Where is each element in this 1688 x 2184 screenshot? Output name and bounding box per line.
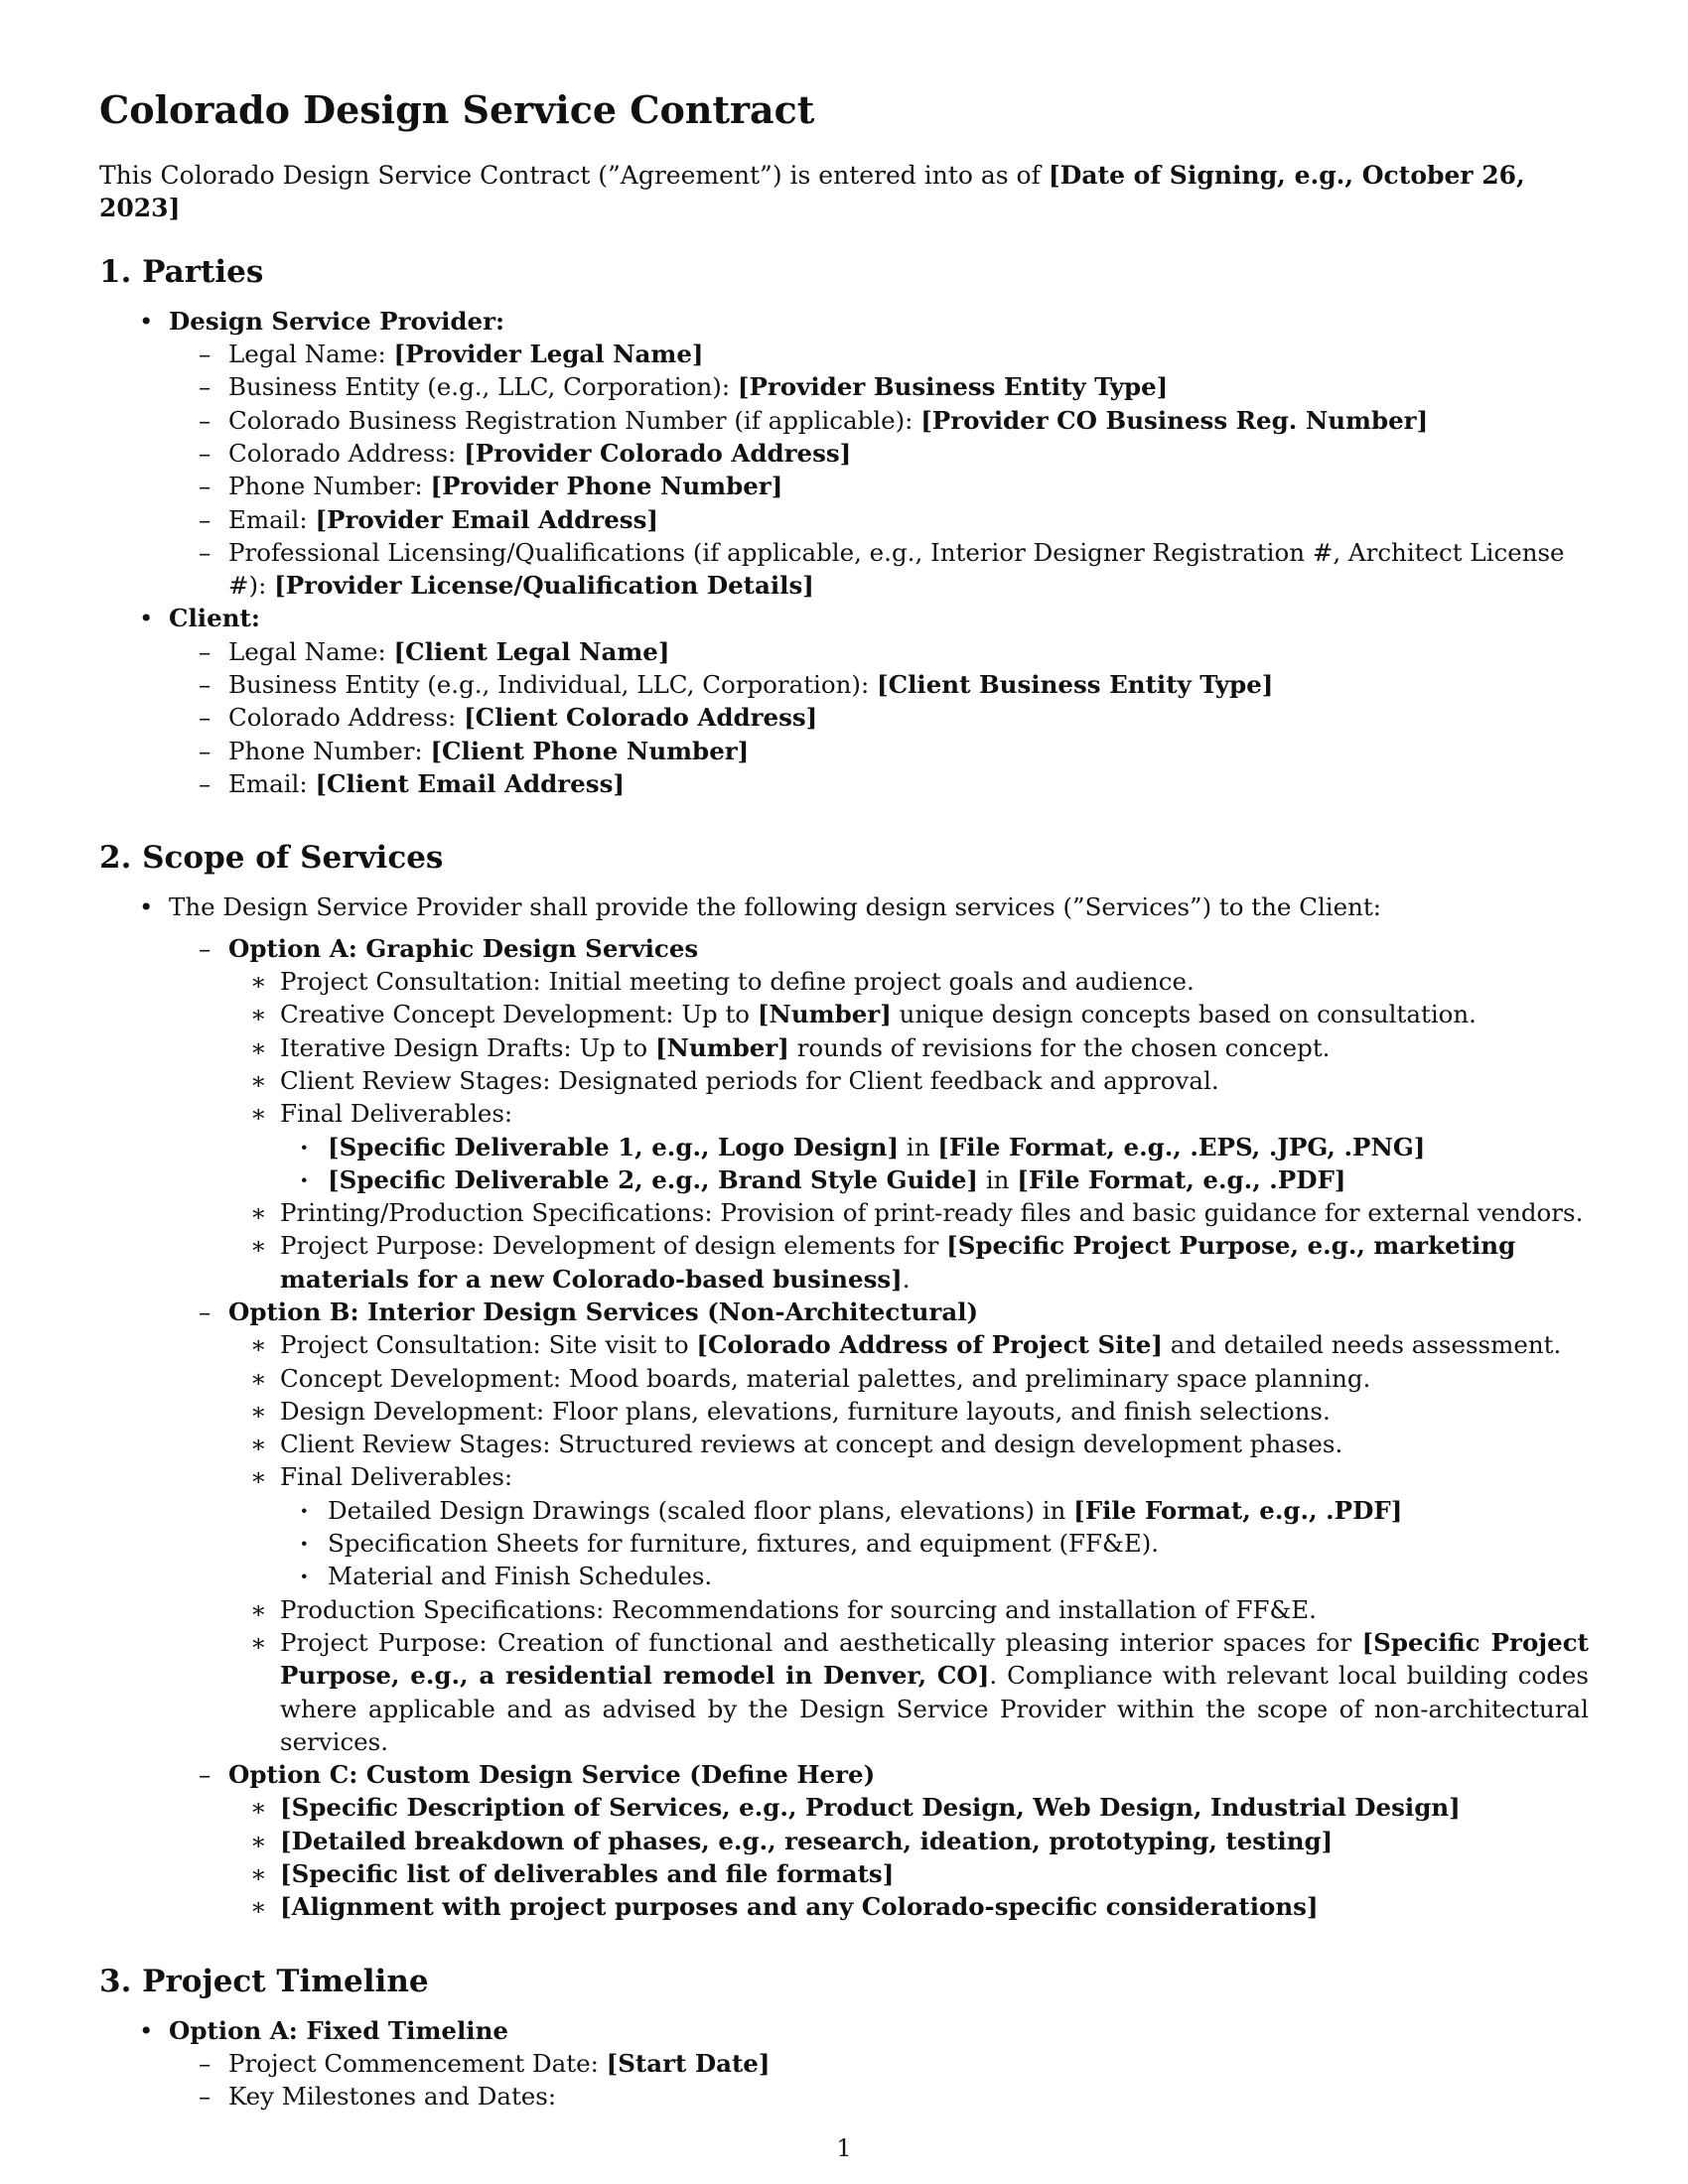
list-item: ∗ Production Specifications: Recommendations for sourcing and installation of FF&E. (228, 1593, 1589, 1626)
list-item: ∗ [Specific Description of Services, e.g., Product Design, Web Design, Industrial Design] (228, 1791, 1589, 1824)
list-item: · Detailed Design Drawings (scaled floor plans, elevations) in [File Format, e.g., .PDF] (280, 1494, 1589, 1527)
list-item: – Colorado Address: [Client Colorado Address] (169, 701, 1589, 734)
client-item (99, 602, 1589, 800)
list-item: – Business Entity (e.g., LLC, Corporation): [Provider Business Entity Type] (169, 370, 1589, 403)
list-item: ∗ [Specific list of deliverables and file formats] (228, 1857, 1589, 1890)
option-a: – Option A: Graphic Design Services ∗ Project Consultation: Initial meeting to define project goals and audience. ∗ Creative Concept Development: Up to [Number] unique design concepts based on consultation. ∗ Iterative Design Drafts: Up to [Number] rounds of revisions for the chosen concept. ∗ Client Review Stages: Designated periods for Client feedback and approval. ∗ Final Deliverables: · [Specific Deliverable 1, e.g., Logo Design] in [File Format, e.g., .EPS, .JPG, .PNG] · [Specific Deliverable 2, e.g., Brand Style Guide] in [File Format, e.g., .PDF] ∗ Printing/Production Specifications: Provision of print-ready files and basic guidance for external vendors. ∗ Project Purpose: Development of design elements for [Specific Project Purpose, e.g., marketing materials for a new Colorado-based business]. (169, 932, 1589, 1296)
option-b: – Option B: Interior Design Services (Non-Architectural) ∗ Project Consultation: Site visit to [Colorado Address of Project Site] and detailed needs assessment. ∗ Concept Development: Mood boards, material palettes, and preliminary space planning. ∗ Design Development: Floor plans, elevations, furniture layouts, and finish selections. ∗ Client Review Stages: Structured reviews at concept and design development phases. ∗ Final Deliverables: · Detailed Design Drawings (scaled floor plans, elevations) in [File Format, e.g., .PDF] · Specification Sheets for furniture, fixtures, and equipment (FF&E). · Material and Finish Schedules. ∗ Production Specifications: Recommendations for sourcing and installation of FF&E. ∗ Project Purpose: Creation of functional and aesthetically pleasing interior spaces for [Specific Project Purpose, e.g., a residential remodel in Denver, CO]. Compliance with relevant local building codes where applicable and as advised by the Design Service Provider within the scope of non-architectural services. (169, 1296, 1589, 1758)
list-item: – Legal Name: [Provider Legal Name] (169, 338, 1589, 370)
list-item: ∗ Creative Concept Development: Up to [Number] unique design concepts based on consultation. (228, 998, 1589, 1030)
list-item: – Business Entity (e.g., Individual, LLC, Corporation): [Client Business Entity Type] (169, 668, 1589, 701)
section-scope-heading: 2. Scope of Services (99, 840, 444, 877)
list-item: ∗ Printing/Production Specifications: Provision of print-ready files and basic guidance for external vendors. (228, 1196, 1589, 1229)
provider-label: Design Service Provider: (169, 306, 505, 336)
section-parties-heading: 1. Parties (99, 253, 264, 290)
section-timeline-heading: 3. Project Timeline (99, 1963, 429, 1999)
option-c: – Option C: Custom Design Service (Define Here) ∗ [Specific Description of Services, e.g., Product Design, Web Design, Industrial Design] ∗ [Detailed breakdown of phases, e.g., research, ideation, prototyping, testing] ∗ [Specific list of deliverables and file formats] ∗ [Alignment with project purposes and any Colorado-specific considerations] (169, 1758, 1589, 1923)
list-item: – Key Milestones and Dates: (169, 2080, 1589, 2113)
list-item: · [Specific Deliverable 2, e.g., Brand Style Guide] in [File Format, e.g., .PDF] (280, 1163, 1589, 1196)
list-item: · [Specific Deliverable 1, e.g., Logo Design] in [File Format, e.g., .EPS, .JPG, .PNG] (280, 1131, 1589, 1163)
list-item: – Phone Number: [Client Phone Number] (169, 735, 1589, 767)
list-item: ∗ Project Consultation: Initial meeting to define project goals and audience. (228, 965, 1589, 998)
list-item: – Email: [Provider Email Address] (169, 503, 1589, 536)
list-item: ∗ Project Purpose: Creation of functional and aesthetically pleasing interior spaces for [Specific Project Purpose, e.g., a residential remodel in Denver, CO]. Compliance with relevant local building codes where applicable and as advised by the Design Service Provider within the scope of non-architectural services. (228, 1626, 1589, 1758)
list-item: · Specification Sheets for furniture, fixtures, and equipment (FF&E). (280, 1527, 1589, 1560)
list-item: – Legal Name: [Client Legal Name] (169, 635, 1589, 668)
list-item: ∗ Client Review Stages: Designated periods for Client feedback and approval. (228, 1064, 1589, 1097)
list-item: – Email: [Client Email Address] (169, 767, 1589, 800)
list-item: – Professional Licensing/Qualifications (if applicable, e.g., Interior Designer Registration #, Architect License #): [Provider License/Qualification Details] (169, 536, 1589, 603)
list-item: ∗ Final Deliverables: · [Specific Deliverable 1, e.g., Logo Design] in [File Format, e.g., .EPS, .JPG, .PNG] · [Specific Deliverable 2, e.g., Brand Style Guide] in [File Format, e.g., .PDF] (228, 1097, 1589, 1196)
list-item: ∗ Iterative Design Drafts: Up to [Number] rounds of revisions for the chosen concept. (228, 1031, 1589, 1064)
list-item: – Project Commencement Date: [Start Date] (169, 2047, 1589, 2080)
scope-lead: • The Design Service Provider shall provide the following design services (”Services”) to the Client: – Option A: Graphic Design Services ∗ Project Consultation: Initial meeting to define project goals and audience. ∗ Creative Concept Development: Up to [Number] unique design concepts based on consultation. ∗ Iterative Design Drafts: Up to [Number] rounds of revisions for the chosen concept. ∗ Client Review Stages: Designated periods for Client feedback and approval. ∗ Final Deliverables: · [Specific Deliverable 1, e.g., Logo Design] in [File Format, e.g., .EPS, .JPG, .PNG] · [Specific Deliverable 2, e.g., Brand Style Guide] in [File Format, e.g., .PDF] ∗ Printing/Production Specifications: Provision of print-ready files and basic guidance for external vendors. ∗ Project Purpose: Development of design elements for [Specific Project Purpose, e.g., marketing materials for a new Colorado-based business]. – Option B: Interior Design Services (Non-Architectural) ∗ Project Consultation: Site visit to [Colorado Address of Project Site] and detailed needs assessment. ∗ Concept Development: Mood boards, material palettes, and preliminary space planning. ∗ Design Development: Floor plans, elevations, furniture layouts, and finish selections. ∗ Client Review Stages: Structured reviews at concept and design development phases. ∗ Final Deliverables: · Detailed Design Drawings (scaled floor plans, elevations) in [File Format, e.g., .PDF] · Specification Sheets for furniture, fixtures, and equipment (FF&E). · Material and Finish Schedules. ∗ Production Specifications: Recommendations for sourcing and installation of FF&E. ∗ Project Purpose: Creation of functional and aesthetically pleasing interior spaces for [Specific Project Purpose, e.g., a residential remodel in Denver, CO]. Compliance with relevant local building codes where applicable and as advised by the Design Service Provider within the scope of non-architectural services. – Option C: Custom Design Service (Define Here) ∗ [Specific Description of Services, e.g., Product Design, Web Design, Industrial Design] ∗ [Detailed breakdown of phases, e.g., research, ideation, prototyping, testing] ∗ [Specific list of deliverables and file formats] ∗ [Alignment with project purposes and any Colorado-specific considerations] (99, 890, 1589, 1923)
scope-list (99, 890, 1589, 1923)
document-page (99, 87, 1589, 2114)
list-item: ∗ [Alignment with project purposes and any Colorado-specific considerations] (228, 1890, 1589, 1923)
client-label: Client: (169, 604, 260, 633)
provider-item (99, 305, 1589, 603)
list-item: ∗ [Detailed breakdown of phases, e.g., research, ideation, prototyping, testing] (228, 1825, 1589, 1857)
list-item: ∗ Project Purpose: Development of design elements for [Specific Project Purpose, e.g., marketing materials for a new Colorado-based business]. (228, 1229, 1589, 1296)
list-item: ∗ Design Development: Floor plans, elevations, furniture layouts, and finish selections. (228, 1395, 1589, 1428)
list-item: – Colorado Address: [Provider Colorado Address] (169, 437, 1589, 470)
list-item: · Material and Finish Schedules. (280, 1560, 1589, 1592)
document-title: Colorado Design Service Contract (99, 87, 815, 132)
list-item: ∗ Final Deliverables: · Detailed Design Drawings (scaled floor plans, elevations) in [File Format, e.g., .PDF] · Specification Sheets for furniture, fixtures, and equipment (FF&E). · Material and Finish Schedules. (228, 1460, 1589, 1592)
list-item: ∗ Concept Development: Mood boards, material palettes, and preliminary space planning. (228, 1362, 1589, 1395)
list-item: – Phone Number: [Provider Phone Number] (169, 470, 1589, 502)
parties-list (99, 305, 1589, 800)
timeline-option-a: • Option A: Fixed Timeline – Project Commencement Date: [Start Date] – Key Milestones and Dates: (99, 2014, 1589, 2114)
intro-text: This Colorado Design Service Contract (”Agreement”) is entered into as of (99, 160, 1049, 190)
timeline-list (99, 2014, 1589, 2114)
date-placeholder: [Date of Signing, e.g., October 26, 2023] (99, 160, 1525, 222)
list-item: ∗ Project Consultation: Site visit to [Colorado Address of Project Site] and detailed needs assessment. (228, 1328, 1589, 1361)
page-number: 1 (836, 2134, 852, 2162)
intro-paragraph (99, 159, 1589, 224)
list-item: – Colorado Business Registration Number (if applicable): [Provider CO Business Reg. Number] (169, 404, 1589, 437)
list-item: ∗ Client Review Stages: Structured reviews at concept and design development phases. (228, 1428, 1589, 1460)
